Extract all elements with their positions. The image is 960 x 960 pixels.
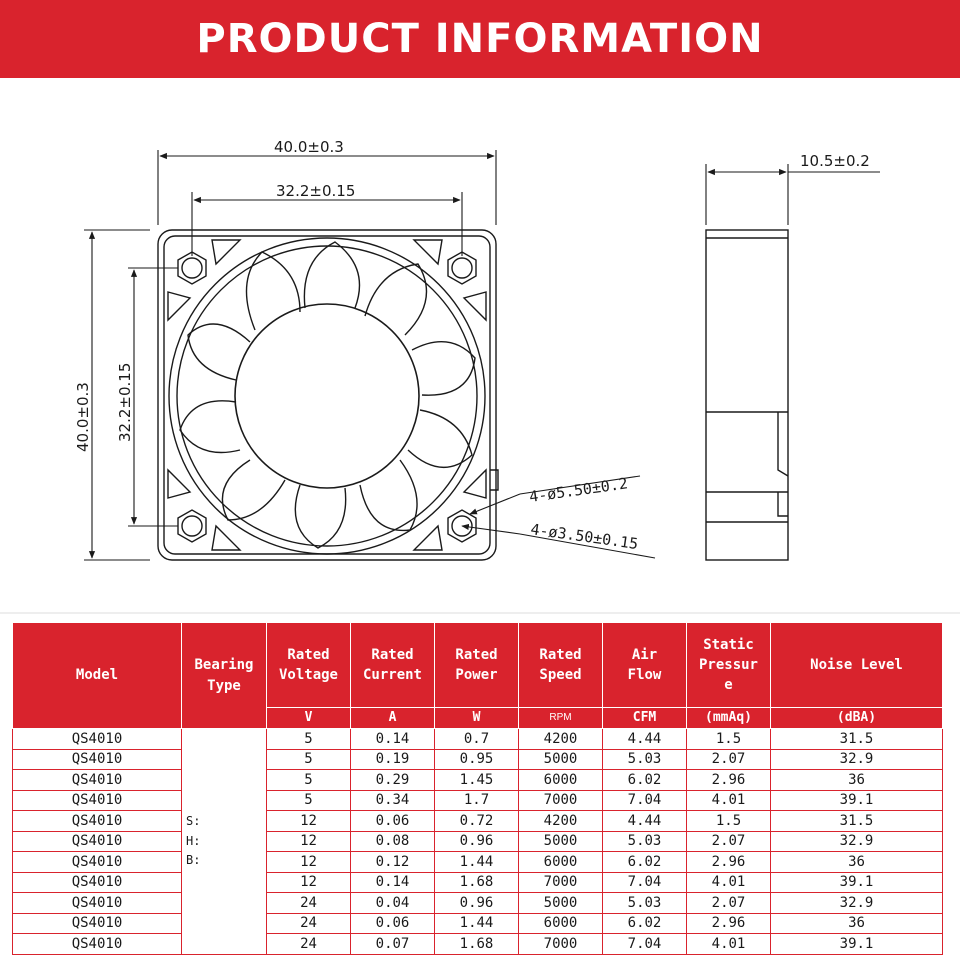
cell-current: 0.14 bbox=[351, 729, 435, 750]
spec-table bbox=[12, 622, 943, 955]
cell-current: 0.14 bbox=[351, 872, 435, 893]
cell-power: 0.72 bbox=[435, 811, 519, 832]
unit-current: A bbox=[351, 708, 435, 729]
cell-airflow: 6.02 bbox=[603, 852, 687, 873]
cell-power: 1.45 bbox=[435, 770, 519, 791]
cell-current: 0.06 bbox=[351, 913, 435, 934]
cell-voltage: 5 bbox=[267, 790, 351, 811]
cell-noise: 39.1 bbox=[771, 934, 943, 955]
cell-voltage: 24 bbox=[267, 893, 351, 914]
cell-speed: 6000 bbox=[519, 770, 603, 791]
cell-airflow: 5.03 bbox=[603, 749, 687, 770]
cell-noise: 36 bbox=[771, 770, 943, 791]
cell-speed: 4200 bbox=[519, 811, 603, 832]
side-thickness-label: 10.5±0.2 bbox=[800, 152, 870, 170]
bearing-code: H: bbox=[186, 833, 201, 848]
unit-voltage: V bbox=[267, 708, 351, 729]
cell-pressure: 1.5 bbox=[687, 729, 771, 750]
cell-voltage: 12 bbox=[267, 852, 351, 873]
cell-voltage: 5 bbox=[267, 749, 351, 770]
cell-current: 0.29 bbox=[351, 770, 435, 791]
front-height-label: 40.0±0.3 bbox=[74, 382, 92, 452]
cell-noise: 31.5 bbox=[771, 729, 943, 750]
cell-airflow: 7.04 bbox=[603, 934, 687, 955]
table-row bbox=[13, 790, 943, 811]
cell-speed: 7000 bbox=[519, 790, 603, 811]
header-noise-level: Noise Level bbox=[771, 623, 943, 708]
cell-speed: 7000 bbox=[519, 872, 603, 893]
unit-airflow: CFM bbox=[603, 708, 687, 729]
table-row bbox=[13, 770, 943, 791]
table-row bbox=[13, 893, 943, 914]
cell-voltage: 12 bbox=[267, 811, 351, 832]
front-width-label: 40.0±0.3 bbox=[274, 138, 344, 156]
cell-power: 0.7 bbox=[435, 729, 519, 750]
title-banner bbox=[0, 0, 960, 78]
cell-speed: 5000 bbox=[519, 749, 603, 770]
table-row bbox=[13, 749, 943, 770]
cell-pressure: 2.96 bbox=[687, 770, 771, 791]
cell-power: 0.95 bbox=[435, 749, 519, 770]
cell-current: 0.07 bbox=[351, 934, 435, 955]
cell-speed: 4200 bbox=[519, 729, 603, 750]
header-static-pressure: Static Pressur e bbox=[687, 623, 771, 708]
unit-power: W bbox=[435, 708, 519, 729]
cell-voltage: 24 bbox=[267, 913, 351, 934]
fan-front-view bbox=[158, 230, 498, 560]
cell-noise: 32.9 bbox=[771, 749, 943, 770]
cell-model: QS4010 bbox=[13, 811, 182, 832]
cell-current: 0.12 bbox=[351, 852, 435, 873]
mounting-hole-icon bbox=[448, 252, 476, 284]
page-title: PRODUCT INFORMATION bbox=[196, 16, 764, 62]
table-row bbox=[13, 934, 943, 955]
cell-voltage: 12 bbox=[267, 872, 351, 893]
header-model: Model bbox=[13, 623, 182, 729]
cell-speed: 5000 bbox=[519, 893, 603, 914]
cell-power: 1.7 bbox=[435, 790, 519, 811]
cell-airflow: 4.44 bbox=[603, 811, 687, 832]
cell-noise: 36 bbox=[771, 913, 943, 934]
cell-speed: 6000 bbox=[519, 913, 603, 934]
header-rated-current: Rated Current bbox=[351, 623, 435, 708]
cell-speed: 7000 bbox=[519, 934, 603, 955]
cell-power: 0.96 bbox=[435, 831, 519, 852]
cell-noise: 32.9 bbox=[771, 893, 943, 914]
fan-side-view bbox=[706, 230, 788, 560]
cell-pressure: 4.01 bbox=[687, 934, 771, 955]
cell-noise: 39.1 bbox=[771, 872, 943, 893]
cell-model: QS4010 bbox=[13, 770, 182, 791]
cell-model: QS4010 bbox=[13, 831, 182, 852]
header-rated-voltage: Rated Voltage bbox=[267, 623, 351, 708]
hole-inner-label: 4-ø3.50±0.15 bbox=[529, 520, 640, 554]
cell-current: 0.34 bbox=[351, 790, 435, 811]
table-row bbox=[13, 729, 943, 750]
header-air-flow: Air Flow bbox=[603, 623, 687, 708]
cell-model: QS4010 bbox=[13, 913, 182, 934]
cell-power: 1.44 bbox=[435, 913, 519, 934]
table-row bbox=[13, 831, 943, 852]
side-dimension-lines bbox=[706, 164, 880, 225]
header-bearing-type: Bearing Type bbox=[182, 623, 267, 729]
header-rated-power: Rated Power bbox=[435, 623, 519, 708]
cell-power: 1.68 bbox=[435, 872, 519, 893]
table-row bbox=[13, 913, 943, 934]
mounting-hole-icon bbox=[178, 252, 206, 284]
hole-outer-label: 4-ø5.50±0.2 bbox=[528, 474, 629, 506]
cell-model: QS4010 bbox=[13, 872, 182, 893]
cell-speed: 5000 bbox=[519, 831, 603, 852]
cell-pressure: 2.96 bbox=[687, 852, 771, 873]
cell-airflow: 4.44 bbox=[603, 729, 687, 750]
unit-pressure: (mmAq) bbox=[687, 708, 771, 729]
cell-model: QS4010 bbox=[13, 934, 182, 955]
bearing-code: B: bbox=[186, 852, 201, 867]
front-hole-spacing-y-label: 32.2±0.15 bbox=[116, 362, 134, 442]
fan-technical-drawing bbox=[0, 80, 960, 590]
cell-voltage: 5 bbox=[267, 770, 351, 791]
cell-noise: 31.5 bbox=[771, 811, 943, 832]
cell-model: QS4010 bbox=[13, 749, 182, 770]
cell-pressure: 4.01 bbox=[687, 872, 771, 893]
cell-airflow: 7.04 bbox=[603, 790, 687, 811]
cell-model: QS4010 bbox=[13, 790, 182, 811]
cell-model: QS4010 bbox=[13, 729, 182, 750]
cell-current: 0.04 bbox=[351, 893, 435, 914]
cell-voltage: 12 bbox=[267, 831, 351, 852]
cell-airflow: 6.02 bbox=[603, 770, 687, 791]
section-divider bbox=[0, 612, 960, 614]
cell-model: QS4010 bbox=[13, 893, 182, 914]
table-row bbox=[13, 852, 943, 873]
cell-pressure: 2.07 bbox=[687, 749, 771, 770]
cell-power: 1.44 bbox=[435, 852, 519, 873]
bearing-type-cell bbox=[182, 729, 267, 955]
cell-current: 0.06 bbox=[351, 811, 435, 832]
cell-pressure: 1.5 bbox=[687, 811, 771, 832]
table-row bbox=[13, 811, 943, 832]
cell-noise: 39.1 bbox=[771, 790, 943, 811]
cell-model: QS4010 bbox=[13, 852, 182, 873]
cell-airflow: 7.04 bbox=[603, 872, 687, 893]
cell-airflow: 5.03 bbox=[603, 893, 687, 914]
cell-pressure: 2.07 bbox=[687, 893, 771, 914]
unit-noise: (dBA) bbox=[771, 708, 943, 729]
cell-airflow: 5.03 bbox=[603, 831, 687, 852]
cell-current: 0.19 bbox=[351, 749, 435, 770]
cell-pressure: 4.01 bbox=[687, 790, 771, 811]
bearing-code: S: bbox=[186, 814, 201, 829]
mounting-hole-icon bbox=[178, 510, 206, 542]
header-rated-speed: Rated Speed bbox=[519, 623, 603, 708]
cell-power: 1.68 bbox=[435, 934, 519, 955]
cell-noise: 36 bbox=[771, 852, 943, 873]
cell-noise: 32.9 bbox=[771, 831, 943, 852]
cell-current: 0.08 bbox=[351, 831, 435, 852]
cell-voltage: 5 bbox=[267, 729, 351, 750]
cell-pressure: 2.07 bbox=[687, 831, 771, 852]
table-row bbox=[13, 872, 943, 893]
cell-speed: 6000 bbox=[519, 852, 603, 873]
table-header-row bbox=[13, 623, 943, 708]
cell-airflow: 6.02 bbox=[603, 913, 687, 934]
cell-pressure: 2.96 bbox=[687, 913, 771, 934]
cell-voltage: 24 bbox=[267, 934, 351, 955]
cell-power: 0.96 bbox=[435, 893, 519, 914]
front-hole-spacing-x-label: 32.2±0.15 bbox=[276, 182, 356, 200]
unit-speed: RPM bbox=[519, 708, 603, 729]
